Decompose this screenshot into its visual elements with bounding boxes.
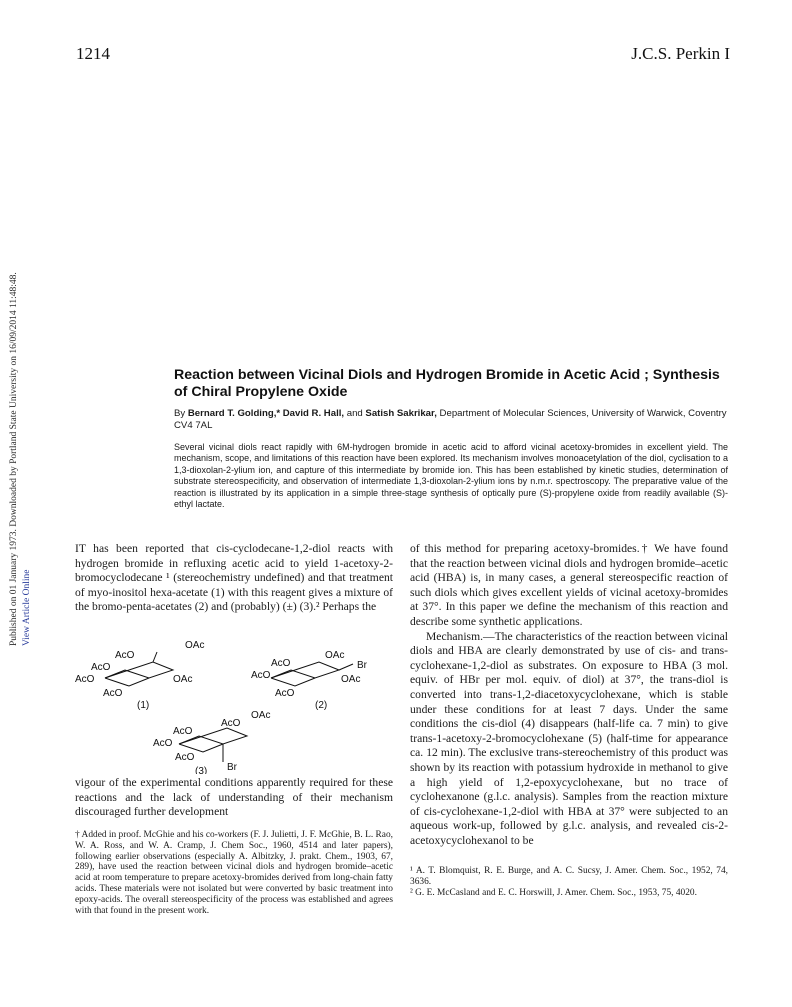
authors-prefix: By [174, 408, 188, 419]
download-sidebar [0, 176, 32, 646]
left-column-continued [75, 776, 393, 820]
authors-and: and [344, 408, 366, 419]
s2-oac-top: OAc [325, 650, 345, 661]
s1-aco-a: AcO [115, 650, 135, 661]
abstract: Several vicinal diols react rapidly with 6M-hydrogen bromide in acetic acid to afford vicinal acetoxy-bromides in excellent yield. The mechanism, scope, and limitations of this reaction have been explored. Its mechanism involves monoacetylation of the diol, cyclisation to a 1,3-dioxolan-2-ylium ion, and capture of this intermediate by bromide ion. This has been established by kinetic studies, determination of substrate stereospecificity, and observation of intermediate 1,3-dioxolan-2-ylium ions by n.m.r. spectroscopy. The preparative value of the reaction is illustrated by its application in a simple three-stage synthesis of optically pure (S)-propylene oxide from readily available (S)-ethyl lactate. [174, 442, 728, 510]
chair-1-bottom [105, 678, 149, 686]
right-paragraph-1: of this method for preparing acetoxy-bromides.† We have found that the reaction between vicinal diols and hydrogen bromide–acetic acid (HBA) is, in many cases, a general stereospecific reaction of such diols which gives excellent yields of vicinal acetoxy-bromides at 37°. In this paper we define the mechanism of this reaction and describe some synthetic applications. [410, 542, 728, 628]
s1-aco-c: AcO [75, 674, 95, 685]
article-title: Reaction between Vicinal Diols and Hydrogen Bromide in Acetic Acid ; Synthesis of Chiral Propylene Oxide [174, 367, 720, 400]
reference-2: ² G. E. McCasland and E. C. Horswill, J. Amer. Chem. Soc., 1953, 75, 4020. [410, 887, 697, 898]
label-3: (3) [195, 766, 208, 774]
s3-aco-c: AcO [153, 738, 173, 749]
s3-br: Br [227, 762, 237, 773]
references [410, 866, 728, 898]
authors-last: Satish Sakrikar, [365, 408, 437, 419]
authors-names: Bernard T. Golding,* David R. Hall, [187, 408, 345, 419]
continuation-paragraph: vigour of the experimental conditions apparently required for these reactions and the lack of understanding of their mechanism discouraged further development [75, 776, 393, 819]
s1-aco-bottom: AcO [103, 688, 123, 699]
chair-2-edge [271, 670, 295, 678]
chemical-structures [75, 634, 393, 774]
s2-aco-b: AcO [251, 670, 271, 681]
author-block [174, 408, 734, 432]
s3-aco-bottom: AcO [175, 752, 195, 763]
s1-oac-top: OAc [185, 640, 205, 651]
label-1: (1) [137, 700, 150, 711]
s1-aco-b: AcO [91, 662, 111, 673]
chair-1-top [105, 662, 173, 678]
chair-3-edge [179, 736, 203, 744]
footnote-added-in-proof: † Added in proof. McGhie and his co-workers (F. J. Julietti, J. F. McGhie, B. L. Rao, W. A. Ross, and W. A. Cramp, J. Chem Soc., 1960, 4514 and later papers), following earlier observations (especially A. Albitzky, J. prakt. Chem., 1903, 67, 289), have used the reaction between vicinal diols and hydrogen bromide–acetic acid at room temperature to prepare acetoxy-bromides derived from long-chain fatty acids. These materials were not isolated but were converted by basic treatment into epoxy-acids. The overall stereospecificity of the process was established and agrees with that found in the present work. [75, 830, 393, 916]
right-column [410, 542, 728, 848]
left-column-intro [75, 542, 393, 615]
published-notice: Published on 01 January 1973. Downloaded by Portland State University on 16/09/2014 11:48:48. [9, 272, 19, 646]
structures-diagram [75, 634, 393, 774]
s1-oac-right: OAc [173, 674, 193, 685]
s3-aco-a: AcO [221, 718, 241, 729]
chair-2-sub [339, 664, 353, 670]
s2-oac-right: OAc [341, 674, 361, 685]
label-2: (2) [315, 700, 328, 711]
chair-3-bottom [179, 744, 223, 752]
s2-br: Br [357, 660, 367, 671]
view-article-online-link[interactable]: View Article Online [22, 569, 32, 646]
s2-aco-bottom: AcO [275, 688, 295, 699]
page-number: 1214 [76, 44, 110, 63]
s3-oac-top: OAc [251, 710, 271, 721]
intro-paragraph: IT has been reported that cis-cyclodecane-1,2-diol reacts with hydrogen bromide in refluxing acetic acid to yield 1-acetoxy-2-bromocyclodecane ¹ (stereochemistry undefined) and that treatment of myo-inositol hexa-acetate (1) with this reagent gives a mixture of the bromo-penta-acetates (2) and (probably) (±) (3).² Perhaps the [75, 542, 393, 614]
chair-1-sub [153, 652, 157, 662]
s3-aco-b: AcO [173, 726, 193, 737]
reference-1: ¹ A. T. Blomquist, R. E. Burge, and A. C. Sucsy, J. Amer. Chem. Soc., 1952, 74, 3636. [410, 866, 728, 887]
s2-aco-a: AcO [271, 658, 291, 669]
chair-2-bottom [271, 678, 315, 686]
journal-name: J.C.S. Perkin I [631, 44, 730, 63]
affiliation: Department of Molecular Sciences, University of Warwick, Coventry CV4 7AL [174, 408, 727, 431]
mechanism-paragraph: Mechanism.—The characteristics of the reaction between vicinal diols and HBA are clearly demonstrated by use of cis- and trans-cyclohexane-1,2-diol as substrates. On exposure to HBA (3 mol. equiv. of HBr per mol. equiv. of diol) at 37°, the trans-diol is converted into trans-1,2-diacetoxycyclohexane, which is stable under these conditions for at least 7 days. Under the same conditions the cis-diol (4) disappears (half-life ca. 7 min) to give trans-1-acetoxy-2-bromocyclohexane (5) (half-time for appearance ca. 12 min). The exclusive trans-stereochemistry of this product was shown by its reaction with potassium hydroxide in methanol to give a high yield of 1,2-epoxycyclohexane, but no trace of cyclohexanone (g.l.c. analysis). Samples from the reaction mixture of cis-cyclohexane-1,2-diol with HBA at 37° were subjected to an aqueous work-up, followed by g.l.c. analysis, and revealed cis-2-acetoxycyclohexanol to be [410, 629, 728, 847]
